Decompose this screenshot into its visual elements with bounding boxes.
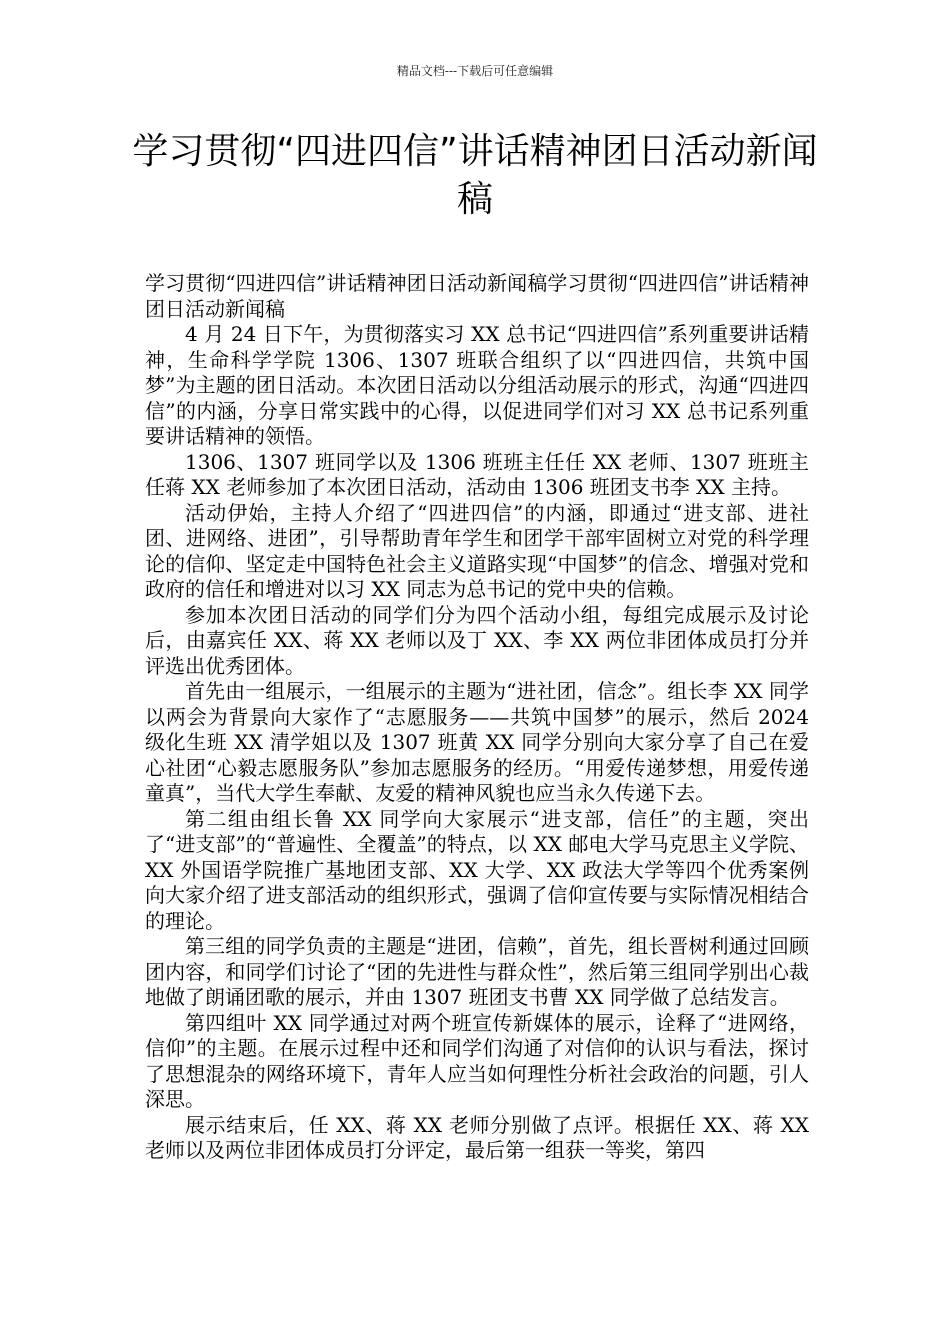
paragraph: 第三组的同学负责的主题是“进团，信赖”，首先，组长晋树利通过回顾团内容，和同学们讨论了“团的先进性与群众性”，然后第三组同学别出心裁地做了朗诵团歌的展示，并由 1307 班团支书曹 XX 同学做了总结发言。 xyxy=(145,934,809,1009)
paragraph: 1306、1307 班同学以及 1306 班班主任任 XX 老师、1307 班班主任蒋 XX 老师参加了本次团日活动，活动由 1306 班团支书李 XX 主持。 xyxy=(145,449,809,499)
paragraph: 第二组由组长鲁 XX 同学向大家展示“进支部，信任”的主题，突出了“进支部”的“普遍性、全覆盖”的特点，以 XX 邮电大学马克思主义学院、XX 外国语学院推广基地团支部、XX 大学、XX 政法大学等四个优秀案例向大家介绍了进支部活动的组织形式，强调了信仰宣传要与实际情况相结合的理论。 xyxy=(145,806,809,933)
paragraph-lead: 学习贯彻“四进四信”讲话精神团日活动新闻稿学习贯彻“四进四信”讲话精神团日活动新闻稿 xyxy=(145,271,809,321)
paragraph: 参加本次团日活动的同学们分为四个活动小组，每组完成展示及讨论后，由嘉宾任 XX、蒋 XX 老师以及丁 XX、李 XX 两位非团体成员打分并评选出优秀团体。 xyxy=(145,602,809,678)
document-body xyxy=(145,271,809,1164)
paragraph: 展示结束后，任 XX、蒋 XX 老师分别做了点评。根据任 XX、蒋 XX 老师以及两位非团体成员打分评定，最后第一组获一等奖，第四 xyxy=(145,1112,809,1162)
page-header-note: 精品文档---下载后可任意编辑 xyxy=(396,64,554,78)
paragraph: 活动伊始，主持人介绍了“四进四信”的内涵，即通过“进支部、进社团、进网络、进团”，引导帮助青年学生和团学干部牢固树立对党的科学理论的信仰、坚定走中国特色社会主义道路实现“中国梦”的信念、增强对党和政府的信任和增进对以习 XX 同志为总书记的党中央的信赖。 xyxy=(145,500,809,601)
paragraph: 4 月 24 日下午，为贯彻落实习 XX 总书记“四进四信”系列重要讲话精神，生命科学学院 1306、1307 班联合组织了以“四进四信，共筑中国梦”为主题的团日活动。本次团日活动以分组活动展示的形式，沟通“四进四信”的内涵，分享日常实践中的心得，以促进同学们对习 XX 总书记系列重要讲话精神的领悟。 xyxy=(145,322,809,448)
paragraph: 第四组叶 XX 同学通过对两个班宣传新媒体的展示，诠释了“进网络，信仰”的主题。在展示过程中还和同学们沟通了对信仰的认识与看法，探讨了思想混杂的网络环境下，青年人应当如何理性分析社会政治的问题，引人深思。 xyxy=(145,1010,809,1111)
paragraph: 首先由一组展示，一组展示的主题为“进社团，信念”。组长李 XX 同学以两会为背景向大家作了“志愿服务——共筑中国梦”的展示，然后 2024 级化生班 XX 清学姐以及 1307 班黄 XX 同学分别向大家分享了自己在爱心社团“心毅志愿服务队”参加志愿服务的经历。“用爱传递梦想，用爱传递童真”，当代大学生奉献、友爱的精神风貌也应当永久传递下去。 xyxy=(145,679,809,805)
document-title: 学习贯彻“四进四信”讲话精神团日活动新闻稿 xyxy=(132,131,818,220)
